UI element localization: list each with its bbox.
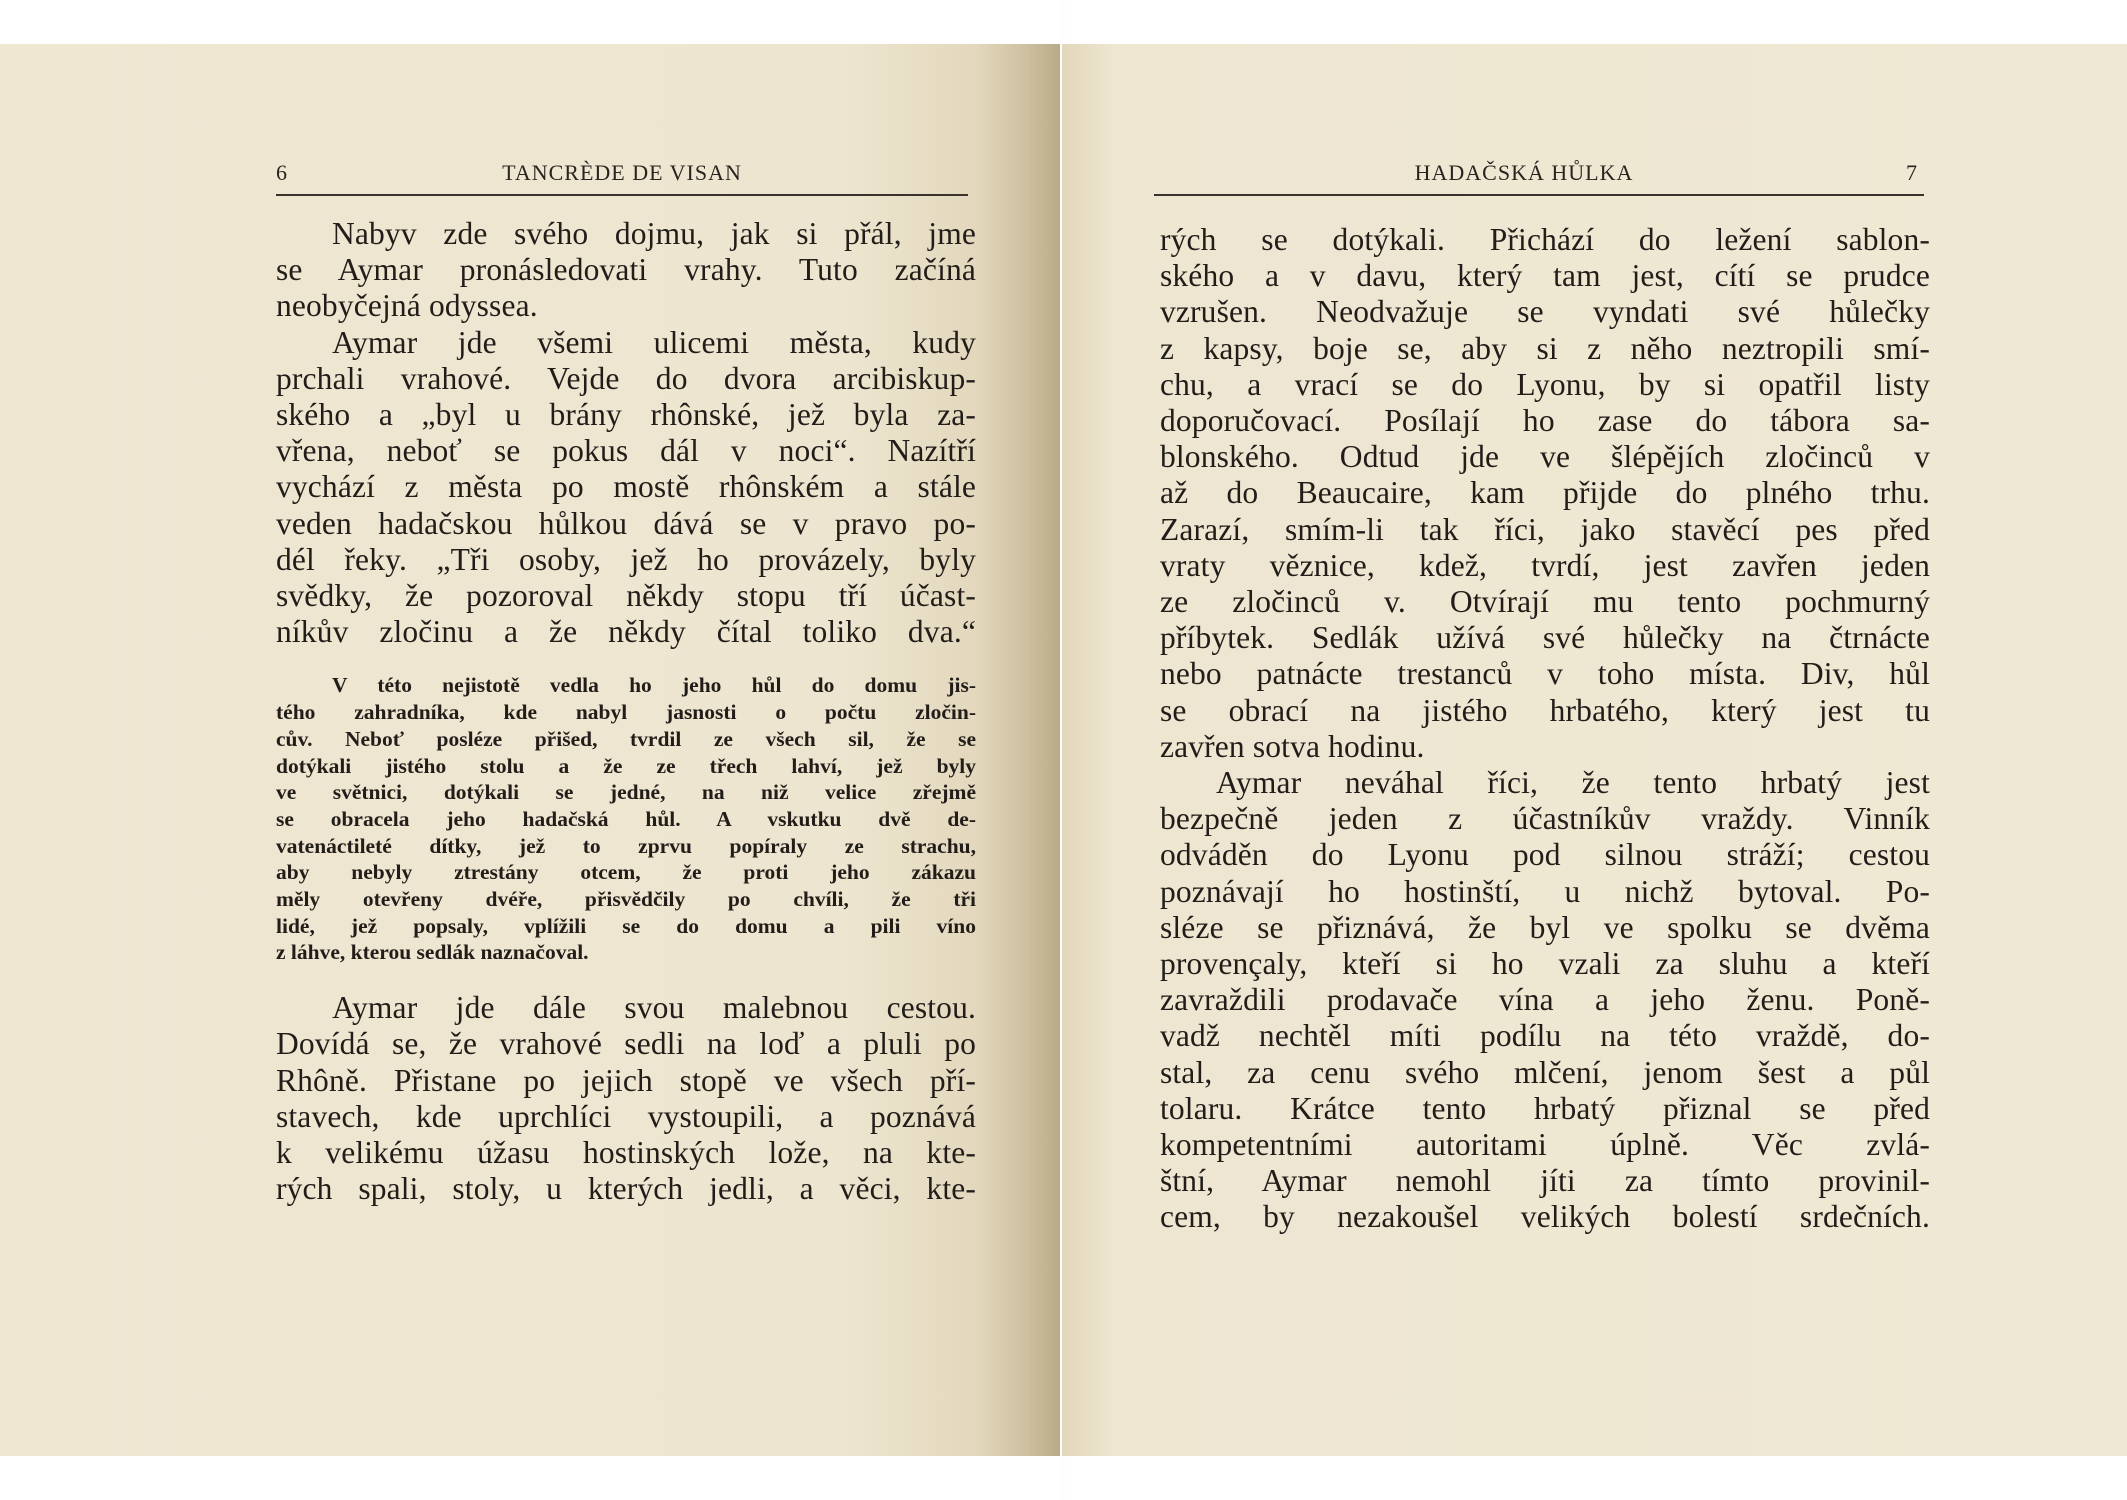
text-line: vzrušen. Neodvažuje se vyndati své hůlečky [1160, 294, 1930, 330]
text-line: ského a „byl u brány rhônské, jež byla za- [276, 397, 976, 433]
text-line: Zarazí, smím-li tak říci, jako stavěcí pes před [1160, 511, 1930, 547]
text-line: Nabyv zde svého dojmu, jak si přál, jme [332, 216, 976, 251]
text-line: příbytek. Sedlák užívá své hůlečky na čtrnácte [1160, 620, 1930, 656]
text-line: Aymar neváhal říci, že tento hrbatý jest [1216, 765, 1930, 801]
text-line: se Aymar pronásledovati vrahy. Tuto začíná [276, 252, 976, 288]
text-line: svědky, že pozoroval někdy stopu tří účast- [276, 578, 976, 614]
text-line: ze zločinců v. Otvírají mu tento pochmurný [1160, 584, 1930, 620]
text-line: rých se dotýkali. Přichází do ležení sablon- [1160, 222, 1930, 257]
text-line: k velikému úžasu hostinských lože, na kte- [276, 1134, 976, 1170]
right-header-title: HADAČSKÁ HŮLKA [1414, 160, 1634, 185]
text-line: chu, a vrací se do Lyonu, by si opatřil listy [1160, 366, 1930, 402]
left-header-title: TANCRÈDE DE VISAN [502, 160, 742, 185]
small-text-line: měly otevřeny dvéře, přisvědčily po chvíli, že tři [276, 887, 976, 912]
text-line: zavřen sotva hodinu. [1160, 728, 1425, 764]
small-text-line: ve světnici, dotýkali se jedné, na niž velice zřejmě [276, 780, 976, 805]
text-line: kompetentními autoritami úplně. Věc zvlá- [1160, 1127, 1930, 1163]
text-line: doporučovací. Posílají ho zase do tábora sa- [1160, 403, 1930, 439]
left-paragraph-2 [276, 325, 976, 651]
right-paragraph-1 [1160, 222, 1930, 765]
left-small-print-paragraph [276, 672, 976, 966]
left-page-number: 6 [276, 160, 288, 185]
text-line: poznávají ho hostinští, u nichž bytoval. Po- [1160, 873, 1930, 909]
text-line: ského a v davu, který tam jest, cítí se prudce [1160, 258, 1930, 294]
left-paragraph-1 [276, 216, 976, 325]
left-page-body [276, 216, 976, 1207]
right-page [1062, 44, 2127, 1456]
text-line: rých spali, stoly, u kterých jedli, a věci, kte- [276, 1171, 976, 1207]
right-page-body [1160, 222, 1930, 1236]
right-page-number: 7 [1906, 160, 1918, 185]
text-line: zavraždili prodavače vína a jeho ženu. Poně- [1160, 982, 1930, 1018]
text-line: z kapsy, boje se, aby si z něho neztropili smí- [1160, 330, 1930, 366]
text-line: veden hadačskou hůlkou dává se v pravo po- [276, 505, 976, 541]
left-paragraph-3 [276, 990, 976, 1207]
small-text-line: vatenáctileté dítky, jež to zprvu popíraly ze strachu, [276, 833, 976, 858]
text-line: blonského. Odtud jde ve šlépějích zločinců v [1160, 439, 1930, 475]
left-running-header [276, 160, 968, 196]
small-text-line: tého zahradníka, kde nabyl jasnosti o počtu zločin- [276, 700, 976, 725]
small-text-line: se obracela jeho hadačská hůl. A vskutku dvě de- [276, 806, 976, 831]
text-line: tolaru. Krátce tento hrbatý přiznal se před [1160, 1090, 1930, 1126]
small-text-line: cův. Neboť posléze přišed, tvrdil ze všech sil, že se [276, 726, 976, 751]
text-line: Rhôně. Přistane po jejich stopě ve všech pří- [276, 1062, 976, 1098]
text-line: nebo patnácte trestanců v toho místa. Div, hůl [1160, 656, 1930, 692]
text-line: vraty věznice, kdež, tvrdí, jest zavřen jeden [1160, 547, 1930, 583]
small-text-line: dotýkali jistého stolu a že ze třech lahví, jež byly [276, 753, 976, 778]
text-line: cem, by nezakoušel velikých bolestí srdečních. [1160, 1199, 1930, 1235]
text-line: vychází z města po mostě rhônském a stále [276, 469, 976, 505]
text-line: vřena, neboť se pokus dál v noci“. Nazítří [276, 433, 976, 469]
right-running-header [1154, 160, 1924, 196]
left-page [0, 44, 1060, 1456]
small-text-line: lidé, jež popsaly, vplížili se do domu a pili víno [276, 913, 976, 938]
small-text-line: V této nejistotě vedla ho jeho hůl do domu jis- [332, 673, 976, 698]
text-line: neobyčejná odyssea. [276, 288, 538, 324]
text-line: odváděn do Lyonu pod silnou stráží; cestou [1160, 837, 1930, 873]
text-line: štní, Aymar nemohl jíti za tímto provinil- [1160, 1163, 1930, 1199]
text-line: stal, za cenu svého mlčení, jenom šest a půl [1160, 1054, 1930, 1090]
text-line: níkův zločinu a že někdy čítal toliko dva.“ [276, 614, 976, 650]
text-line: dél řeky. „Tři osoby, jež ho provázely, byly [276, 541, 976, 577]
right-paragraph-2 [1160, 765, 1930, 1236]
small-text-line: z láhve, kterou sedlák naznačoval. [276, 940, 589, 965]
text-line: až do Beaucaire, kam přijde do plného trhu. [1160, 475, 1930, 511]
text-line: se obrací na jistého hrbatého, který jest tu [1160, 692, 1930, 728]
text-line: provençaly, kteří si ho vzali za sluhu a kteří [1160, 946, 1930, 982]
text-line: prchali vrahové. Vejde do dvora arcibiskup- [276, 360, 976, 396]
small-text-line: aby nebyly ztrestány otcem, že proti jeho zákazu [276, 860, 976, 885]
text-line: stavech, kde uprchlíci vystoupili, a poznává [276, 1098, 976, 1134]
text-line: sléze se přiznává, že byl ve spolku se dvěma [1160, 909, 1930, 945]
text-line: Dovídá se, že vrahové sedli na loď a pluli po [276, 1026, 976, 1062]
text-line: bezpečně jeden z účastníkův vraždy. Vinník [1160, 801, 1930, 837]
text-line: vadž nechtěl míti podílu na této vraždě, do- [1160, 1018, 1930, 1054]
text-line: Aymar jde dále svou malebnou cestou. [332, 990, 976, 1026]
text-line: Aymar jde všemi ulicemi města, kudy [332, 324, 976, 360]
